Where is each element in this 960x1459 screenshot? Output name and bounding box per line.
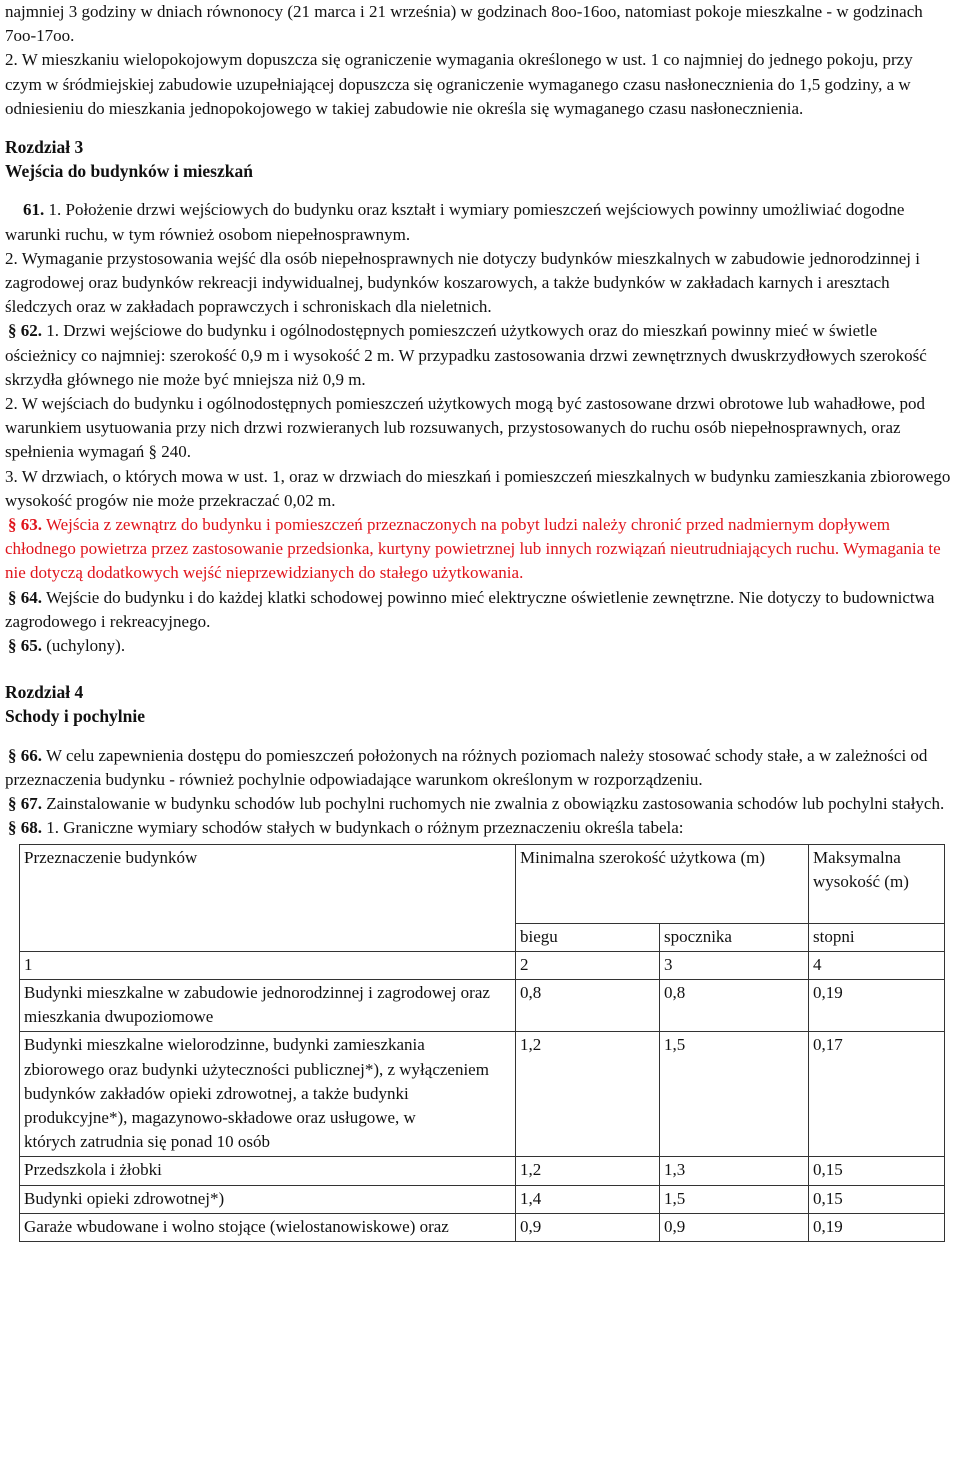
table-header-row bbox=[20, 844, 945, 923]
stairs-dimensions-table bbox=[19, 844, 945, 1242]
header-landing: spocznika bbox=[660, 923, 809, 951]
paragraph-68: § 68. 1. Graniczne wymiary schodów stałych w budynkach o różnym przeznaczeniu określa tabela: bbox=[8, 818, 684, 838]
row-purpose: Budynki opieki zdrowotnej*) bbox=[20, 1185, 516, 1213]
row-flight: 0,8 bbox=[516, 979, 660, 1031]
table-row bbox=[20, 1157, 945, 1185]
row-landing: 1,5 bbox=[660, 1032, 809, 1157]
paragraph-66: § 66. W celu zapewnienia dostępu do pomieszczeń położonych na różnych poziomach należy stosować schody stałe, a w zależności od przeznaczenia budynku - również pochylnie odpowiadające warunkom określonym w rozporządzeniu. bbox=[5, 745, 928, 789]
header-step: stopni bbox=[809, 923, 945, 951]
col-number-4: 4 bbox=[809, 951, 945, 979]
table-row bbox=[20, 1213, 945, 1241]
intro-line2: 2. W mieszkaniu wielopokojowym dopuszcza się ograniczenie wymagania określonego w ust. 1 co najmniej do jednego pokoju, przy czym w śródmiejskiej zabudowie uzupełniającej dopuszcza się ograniczenie wymaganego czasu nasłonecznienia do 1,5 godziny, a w odniesieniu do mieszkania jednopokojowego w takiej zabudowie nie określa się wymaganego czasu nasłonecznienia. bbox=[5, 50, 913, 118]
section-68-number: § 68. bbox=[8, 818, 42, 838]
paragraph-62-3: 3. W drzwiach, o których mowa w ust. 1, oraz w drzwiach do mieszkań i pomieszczeń mieszkalnych w budynku zamieszkania zbiorowego wysokość progów nie może przekraczać 0,02 m. bbox=[5, 466, 951, 510]
table-row bbox=[20, 1032, 945, 1157]
header-flight: biegu bbox=[516, 923, 660, 951]
row-purpose: Garaże wbudowane i wolno stojące (wielostanowiskowe) oraz bbox=[20, 1213, 516, 1241]
col-number-2: 2 bbox=[516, 951, 660, 979]
row-step: 0,15 bbox=[809, 1157, 945, 1185]
paragraph-62-1: § 62. 1. Drzwi wejściowe do budynku i ogólnodostępnych pomieszczeń użytkowych oraz do mieszkań powinny mieć w świetle ościeżnicy co najmniej: szerokość 0,9 m i wysokość 2 m. W przypadku zastosowania drzwi zewnętrznych dwuskrzydłowych szerokość skrzydła głównego nie może być mniejsza niż 0,9 m. bbox=[5, 321, 927, 389]
paragraph-64: § 64. Wejście do budynku i do każdej klatki schodowej powinno mieć elektryczne oświetlenie zewnętrzne. Nie dotyczy to budownictwa zagrodowego i rekreacyjnego. bbox=[5, 587, 935, 631]
table-row bbox=[20, 1185, 945, 1213]
row-flight: 1,2 bbox=[516, 1157, 660, 1185]
row-landing: 0,8 bbox=[660, 979, 809, 1031]
row-purpose: Budynki mieszkalne wielorodzinne, budynki zamieszkania zbiorowego oraz budynki użyteczności publicznej*), z wyłączeniem budynków zakładów opieki zdrowotnej, a także budynki produkcyjne*), magazynowo-składowe oraz usługowe, w których zatrudnia się ponad 10 osób bbox=[20, 1032, 516, 1157]
row-landing: 1,5 bbox=[660, 1185, 809, 1213]
row-step: 0,19 bbox=[809, 979, 945, 1031]
section-62-number: § 62. bbox=[8, 321, 42, 341]
section-65-number: § 65. bbox=[8, 636, 42, 656]
section-63-number: § 63. bbox=[8, 515, 42, 535]
row-purpose: Budynki mieszkalne w zabudowie jednorodzinnej i zagrodowej oraz mieszkania dwupoziomowe bbox=[20, 979, 516, 1031]
row-flight: 1,2 bbox=[516, 1032, 660, 1157]
paragraph-61-1: 61. 1. Położenie drzwi wejściowych do budynku oraz kształt i wymiary pomieszczeń wejściowych powinny umożliwiać dogodne warunki ruchu, w tym również osobom niepełnosprawnym. bbox=[5, 200, 905, 244]
section-64-number: § 64. bbox=[8, 587, 42, 607]
chapter3-subtitle: Wejścia do budynków i mieszkań bbox=[5, 161, 253, 182]
intro-line1: najmniej 3 godziny w dniach równonocy (21 marca i 21 września) w godzinach 8oo-16oo, natomiast pokoje mieszkalne - w godzinach 7oo-17oo. bbox=[5, 2, 923, 46]
header-max-height: Maksymalna wysokość (m) bbox=[809, 844, 945, 923]
header-purpose: Przeznaczenie budynków bbox=[20, 844, 516, 951]
header-min-width: Minimalna szerokość użytkowa (m) bbox=[516, 844, 809, 923]
chapter4-title: Rozdział 4 bbox=[5, 682, 84, 703]
section-67-number: § 67. bbox=[8, 794, 42, 814]
chapter4-subtitle: Schody i pochylnie bbox=[5, 706, 146, 727]
paragraph-63: § 63. Wejścia z zewnątrz do budynku i pomieszczeń przeznaczonych na pobyt ludzi należy chronić przed nadmiernym dopływem chłodnego powietrza przez zastosowanie przedsionka, kurtyny powietrznej lub innych rozwiązań nieutrudniających ruchu. Wymagania te nie dotyczą dodatkowych wejść nieprzewidzianych do stałego użytkowania. bbox=[5, 515, 941, 583]
row-landing: 0,9 bbox=[660, 1213, 809, 1241]
row-flight: 0,9 bbox=[516, 1213, 660, 1241]
col-number-1: 1 bbox=[20, 951, 516, 979]
paragraph-62-2: 2. W wejściach do budynku i ogólnodostępnych pomieszczeń użytkowych mogą być zastosowane drzwi obrotowe lub wahadłowe, pod warunkiem usytuowania przy nich drzwi rozwieranych lub rozsuwanych, przystosowanych do ruchu osób niepełnosprawnych, oraz spełnienia wymagań § 240. bbox=[5, 394, 925, 462]
row-purpose: Przedszkola i żłobki bbox=[20, 1157, 516, 1185]
table-number-row bbox=[20, 951, 945, 979]
col-number-3: 3 bbox=[660, 951, 809, 979]
row-step: 0,15 bbox=[809, 1185, 945, 1213]
paragraph-61-2: 2. Wymaganie przystosowania wejść dla osób niepełnosprawnych nie dotyczy budynków mieszkalnych w zabudowie jednorodzinnej i zagrodowej oraz budynków rekreacji indywidualnej, budynków koszarowych, a także budynków w zakładach karnych i aresztach śledczych oraz w zakładach poprawczych i schroniskach dla nieletnich. bbox=[5, 248, 921, 317]
paragraph-65: § 65. (uchylony). bbox=[8, 636, 126, 656]
row-flight: 1,4 bbox=[516, 1185, 660, 1213]
section-66-number: § 66. bbox=[8, 745, 42, 765]
paragraph-67: § 67. Zainstalowanie w budynku schodów lub pochylni ruchomych nie zwalnia z obowiązku zastosowania schodów lub pochylni stałych. bbox=[8, 794, 945, 814]
table-row bbox=[20, 979, 945, 1031]
row-landing: 1,3 bbox=[660, 1157, 809, 1185]
section-61-number: 61. bbox=[23, 200, 45, 220]
row-step: 0,17 bbox=[809, 1032, 945, 1157]
row-step: 0,19 bbox=[809, 1213, 945, 1241]
chapter3-title: Rozdział 3 bbox=[5, 137, 84, 158]
